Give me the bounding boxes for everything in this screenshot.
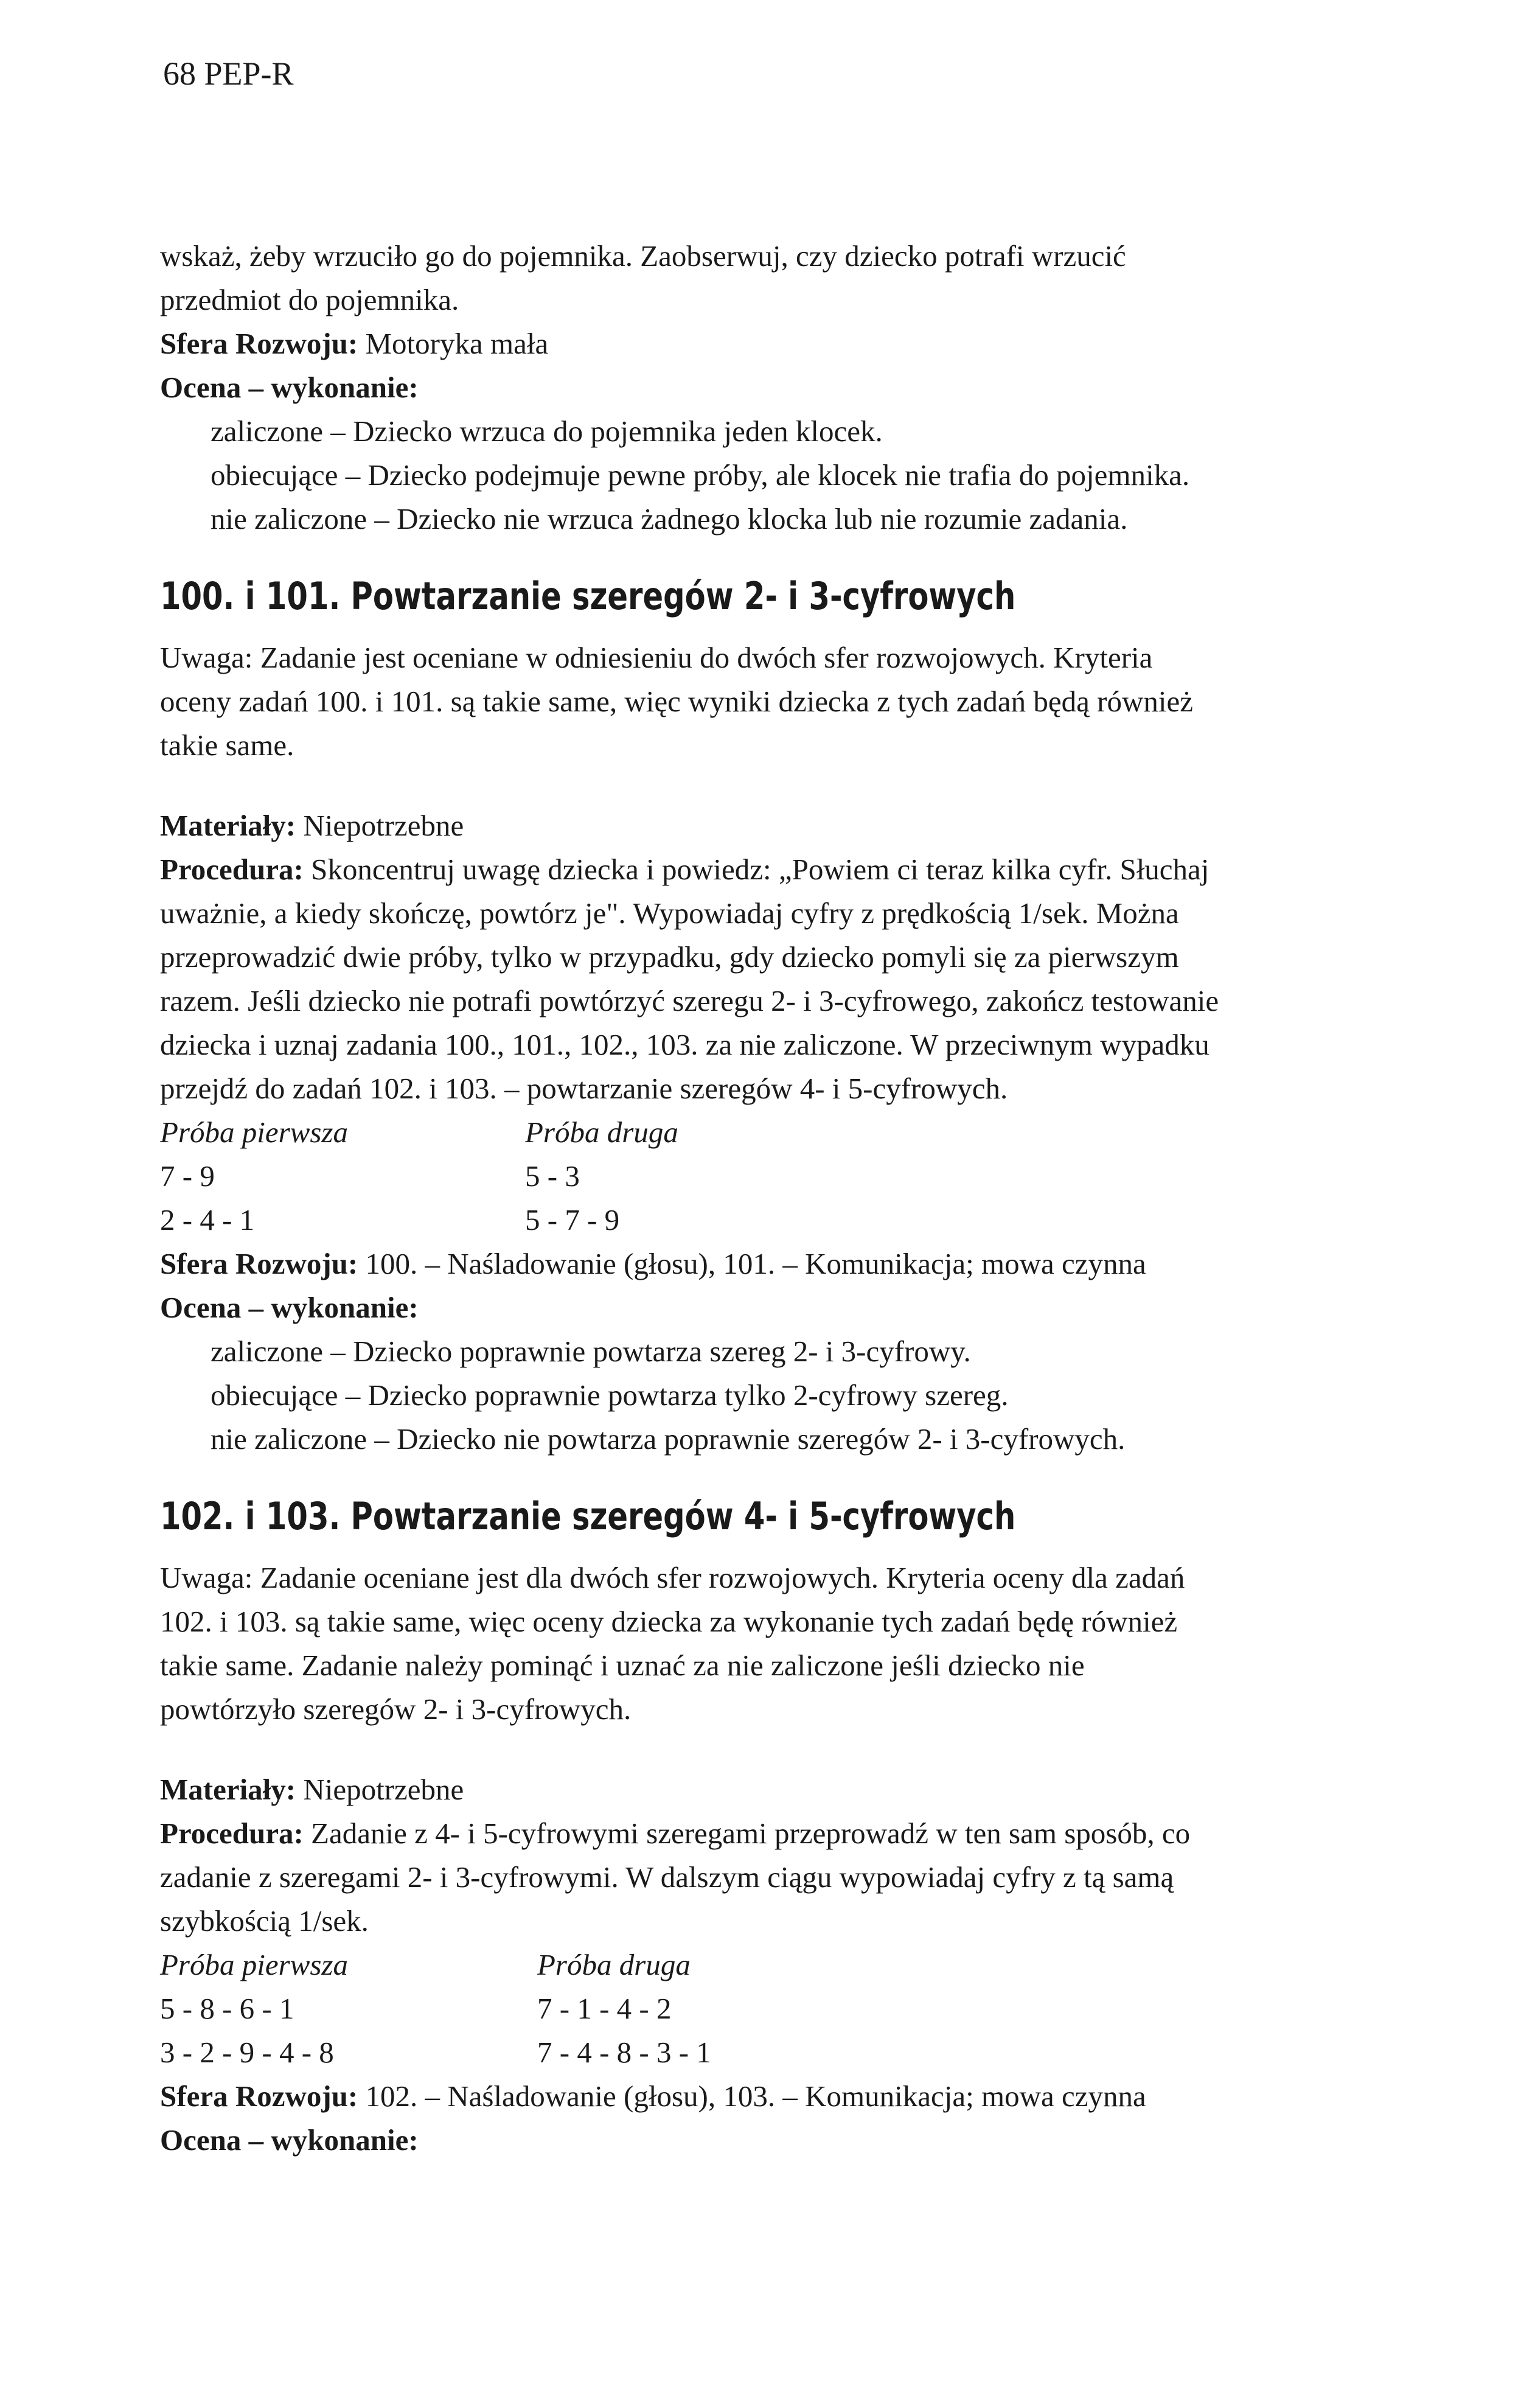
- text-line: Uwaga: Zadanie oceniane jest dla dwóch sfer rozwojowych. Kryteria oceny dla zadań: [160, 1561, 1185, 1594]
- trials-header: [160, 1111, 1462, 1154]
- trial-second-header: Próba druga: [537, 1948, 691, 1981]
- sfera-rozwoju: [160, 1242, 1462, 1286]
- ocena-label: Ocena – wykonanie:: [160, 2123, 419, 2157]
- text-line: Uwaga: Zadanie jest oceniane w odniesieniu do dwóch sfer rozwojowych. Kryteria: [160, 641, 1153, 674]
- text-line: razem. Jeśli dziecko nie potrafi powtórzyć szeregu 2- i 3-cyfrowego, zakończ testowanie: [160, 984, 1219, 1017]
- trial-second-header: Próba druga: [525, 1115, 678, 1149]
- ocena-label: Ocena – wykonanie:: [160, 1291, 419, 1324]
- trials-table: [160, 1111, 1462, 1242]
- sfera-value: 102. – Naśladowanie (głosu), 103. – Komunikacja; mowa czynna: [358, 2079, 1146, 2113]
- trial-second: 5 - 3: [525, 1159, 580, 1193]
- trial-row: [160, 2031, 1462, 2075]
- ocena-nie-zaliczone: nie zaliczone – Dziecko nie powtarza poprawnie szeregów 2- i 3-cyfrowych.: [211, 1422, 1126, 1456]
- text-line: przedmiot do pojemnika.: [160, 283, 459, 316]
- section-heading-102: 102. i 103. Powtarzanie szeregów 4- i 5-cyfrowych: [160, 1494, 1016, 1538]
- running-title: PEP-R: [204, 55, 294, 92]
- trial-row: [160, 1154, 1462, 1198]
- sfera-label: Sfera Rozwoju:: [160, 327, 358, 360]
- uwaga-block: [160, 1556, 1462, 1731]
- procedura-first-line: [160, 848, 1462, 892]
- materialy: [160, 1768, 1462, 1812]
- uwaga-block: [160, 636, 1462, 767]
- ocena-label: Ocena – wykonanie:: [160, 371, 419, 404]
- sfera-rozwoju: [160, 322, 1462, 366]
- procedura-label: Procedura:: [160, 853, 304, 886]
- trial-first: 3 - 2 - 9 - 4 - 8: [160, 2036, 334, 2069]
- ocena-nie-zaliczone: nie zaliczone – Dziecko nie wrzuca żadnego klocka lub nie rozumie zadania.: [211, 502, 1128, 536]
- procedura-first-line: [160, 1812, 1462, 1855]
- text-line: uważnie, a kiedy skończę, powtórz je". Wypowiadaj cyfry z prędkością 1/sek. Można: [160, 896, 1179, 930]
- running-header: [163, 52, 294, 95]
- trial-first: 7 - 9: [160, 1159, 215, 1193]
- ocena-obiecujace: obiecujące – Dziecko poprawnie powtarza tylko 2-cyfrowy szereg.: [211, 1378, 1009, 1412]
- sfera-rozwoju: [160, 2075, 1462, 2118]
- trial-first: 2 - 4 - 1: [160, 1203, 255, 1237]
- sfera-label: Sfera Rozwoju:: [160, 2079, 358, 2113]
- trial-first-header: Próba pierwsza: [160, 1948, 349, 1981]
- ocena-zaliczone: zaliczone – Dziecko wrzuca do pojemnika jeden klocek.: [211, 414, 883, 448]
- trial-first-header: Próba pierwsza: [160, 1115, 349, 1149]
- materialy-label: Materiały:: [160, 809, 296, 842]
- text-line: wskaż, żeby wrzuciło go do pojemnika. Zaobserwuj, czy dziecko potrafi wrzucić: [160, 239, 1126, 273]
- text-line: 102. i 103. są takie same, więc oceny dziecka za wykonanie tych zadań będę również: [160, 1605, 1178, 1638]
- materialy-value: Niepotrzebne: [296, 1773, 464, 1806]
- trials-table: [160, 1943, 1462, 2075]
- text-line: dziecka i uznaj zadania 100., 101., 102., 103. za nie zaliczone. W przeciwnym wypadku: [160, 1028, 1210, 1061]
- procedura-text: Zadanie z 4- i 5-cyfrowymi szeregami przeprowadź w ten sam sposób, co: [303, 1816, 1191, 1850]
- ocena-zaliczone: zaliczone – Dziecko poprawnie powtarza szereg 2- i 3-cyfrowy.: [211, 1335, 971, 1368]
- text-line: oceny zadań 100. i 101. są takie same, więc wyniki dziecka z tych zadań będą również: [160, 685, 1193, 718]
- text-line: przeprowadzić dwie próby, tylko w przypadku, gdy dziecko pomyli się za pierwszym: [160, 940, 1179, 974]
- trial-second: 7 - 4 - 8 - 3 - 1: [537, 2036, 711, 2069]
- text-line: zadanie z szeregami 2- i 3-cyfrowymi. W dalszym ciągu wypowiadaj cyfry z tą samą: [160, 1860, 1174, 1894]
- ocena-obiecujace: obiecujące – Dziecko podejmuje pewne próby, ale klocek nie trafia do pojemnika.: [211, 458, 1190, 492]
- procedura-label: Procedura:: [160, 1816, 304, 1850]
- text-line: powtórzyło szeregów 2- i 3-cyfrowych.: [160, 1692, 632, 1726]
- sfera-value: 100. – Naśladowanie (głosu), 101. – Komunikacja; mowa czynna: [358, 1247, 1146, 1280]
- materialy-label: Materiały:: [160, 1773, 296, 1806]
- text-line: przejdź do zadań 102. i 103. – powtarzanie szeregów 4- i 5-cyfrowych.: [160, 1072, 1008, 1105]
- sfera-value: Motoryka mała: [358, 327, 549, 360]
- text-line: takie same.: [160, 728, 294, 762]
- trial-second: 5 - 7 - 9: [525, 1203, 620, 1237]
- trial-row: [160, 1987, 1462, 2031]
- procedura-text: Skoncentruj uwagę dziecka i powiedz: „Powiem ci teraz kilka cyfr. Słuchaj: [303, 853, 1210, 886]
- materialy-value: Niepotrzebne: [296, 809, 464, 842]
- text-line: szybkością 1/sek.: [160, 1904, 369, 1938]
- materialy: [160, 804, 1462, 848]
- procedura-block: [160, 848, 1462, 1111]
- text-line: takie same. Zadanie należy pominąć i uznać za nie zaliczone jeśli dziecko nie: [160, 1649, 1085, 1682]
- trial-second: 7 - 1 - 4 - 2: [537, 1992, 672, 2025]
- intro-block: [160, 234, 1462, 541]
- sfera-label: Sfera Rozwoju:: [160, 1247, 358, 1280]
- page-number: 68: [163, 55, 196, 92]
- trial-row: [160, 1198, 1462, 1242]
- trial-first: 5 - 8 - 6 - 1: [160, 1992, 294, 2025]
- procedura-block: [160, 1812, 1462, 1943]
- page-content: [160, 234, 1462, 2162]
- trials-header: [160, 1943, 1462, 1987]
- section-heading-100: 100. i 101. Powtarzanie szeregów 2- i 3-cyfrowych: [160, 574, 1016, 618]
